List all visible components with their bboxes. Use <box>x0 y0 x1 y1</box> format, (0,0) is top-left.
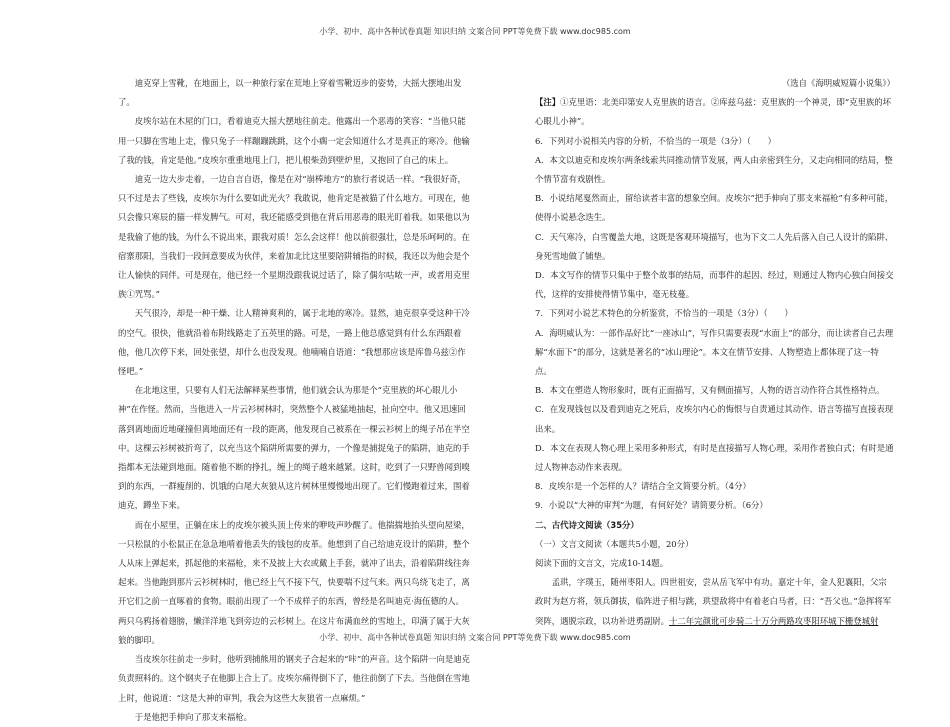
option: C．天气寒冷，白雪覆盖大地，这既是客观环境描写，也为下文二人先后落入自己人设计的陷阱、身死雪地做了铺垫。 <box>535 231 894 261</box>
classical-passage <box>535 573 895 631</box>
option: B．小说结尾戛然而止，留给读者丰富的想象空间。皮埃尔“把手伸向了那支来福枪”有多种可能，使得小说悬念迭生。 <box>535 193 894 223</box>
option: A．海明威认为：一部作品好比“一座冰山”，写作只需要表现“水面上”的部分，而让读者自己去理解“水面下”的部分，这就是著名的“冰山理论”。本文在情节安排、人物塑造上都体现了这一特点。 <box>535 327 894 377</box>
paragraph: 于是他把手伸向了那支来福枪。 <box>134 711 253 722</box>
option: D．本文在表现人物心理上采用多种形式，有时是直接描写人物心理，采用作者独白式；有时是通过人物神态动作来表现。 <box>535 442 894 473</box>
classical-text: 孟珙，字璞玉，随州枣阳人。四世祖安，尝从岳飞军中有功。嘉定十年，金人犯襄阳，父宗政时为赵方将，领兵御拔，临阵进子相与跳，珙望敌将中有着老白马者，曰：“吾父也。”急挥将军突阵，遇脱宗政，以功补进勇副尉。 <box>535 577 892 626</box>
option: B．本文在塑造人物形象时，既有正面描写，又有侧面描写，人物的语言动作符合其性格特点。 <box>535 385 885 396</box>
instruction: 阅读下面的文言文，完成10-14题。 <box>535 558 669 569</box>
section-heading: 二、古代诗文阅读（35分） <box>535 519 639 530</box>
option: A．本文以迪克和皮埃尔两条线索共同推动情节发展，两人由亲密到生分，又走向相同的结局，整个情节富有戏剧性。 <box>535 154 893 185</box>
note-text: ①克里语：北美印第安人克里族的语言。②库兹乌兹：克里族的一个神灵，即“克里族的坏心眼儿小神”。 <box>535 97 892 127</box>
footnote <box>535 93 895 131</box>
page-footer: 小学、初中、高中各种试卷真题 知识归纳 文案合同 PPT等免费下载 www.doc985.com <box>319 633 631 642</box>
right-column <box>535 74 895 631</box>
question-7: 7．下列对小说艺术特色的分析鉴赏，不恰当的一项是（3分）（ ） <box>535 308 793 319</box>
left-column <box>118 74 470 727</box>
paragraph: 当皮埃尔往前走一步时，他听到捕熊用的钢夹子合起来的“咔”的声音。这个陷阱一向是迪克负责照料的。这个钢夹子在他脚上合上了。皮埃尔痛得倒下了，他往前倒了下去。当他倒在雪地上时，他说道：“这是大神的审判，我会为这些大灰狼省一点麻烦。” <box>118 654 470 703</box>
question-6: 6．下列对小说相关内容的分析，不恰当的一项是（3分）（ ） <box>535 135 776 146</box>
paragraph: 在北地这里，只要有人们无法解释某些事情，他们就会认为那是个“克里族的坏心眼儿小神”在作怪。然而，当他进入一片云衫树林时，突然整个人被猛地抽起，扯向空中。他又迅速回落到离地面近地碰撞但离地面还有一段的距离，他发现自己被系在一棵云衫树上的绳子吊在半空中。这棵云衫树被折弯了，以充当这个陷阱所需要的弹力，一个像是捕捉兔子的陷阱，迪克的手指都本无法碰到地面。随着他不断的挣扎，缠上的绳子越来越紧。这时，吃到了一只野兽闻到嗅到的东西，一群瘦削的、饥饿的白尾大灰狼从这片树林里慢慢地出现了。它们慢跑着过来，围着迪克，蹲坐下来。 <box>118 385 470 511</box>
subsection-heading: （一）文言文阅读（本题共5小题，20分） <box>535 538 694 549</box>
paragraph: 迪克穿上雪靴，在地面上，以一种旅行家在荒地上穿着雪靴迈步的姿势，大摇大摆地出发了。 <box>118 78 462 108</box>
question-9: 9．小说以“大神的审判”为题，有何好处？请简要分析。（6分） <box>535 500 768 511</box>
paragraph: 而在小屋里，正躺在床上的皮埃尔被头顶上传来的咿吱声吵醒了。他揣揣地抬头望向屋梁，一只松鼠的小松鼠正在急急地啃着他丢失的钱包的皮革。他想到了自己给迪克设计的陷阱，整个人从床上弹起来，抓起他的来福枪，来不及披上大衣或戴上手套，就冲了出去，沿着陷阱线往奔起来。当他跑到那片云衫树林时，他已经上气不接下气，快要喘不过气来。两只鸟绕飞走了，离开它们之前一直啄着的食物。眼前出现了一个不成样子的东西，曾经是名叫迪克·海伍德的人。两只乌鸦扬着翅膀，懒洋洋地飞到旁边的云杉树上。在这片布满血丝的雪地上，印满了属于大灰狼的脚印。 <box>118 519 470 645</box>
underlined-text: 十二年完颜讹可步骑二十万分两路攻枣阳环城下栅登城射 <box>669 615 879 626</box>
option: C．在发现钱包以及看到迪克之死后，皮埃尔内心的悔恨与自责通过其动作、语言等描写直接表现出来。 <box>535 404 894 434</box>
paragraph: 天气很冷，却是一种干燥、让人精神爽利的，属于北地的寒冷。显然，迪克很享受这种干冷的空气。很快，他就沿着布附线路走了五英里的路。可是，一路上他总感觉到有什么东西跟着他，他几次停下来，回处张望，却什么也没发现。他喃喃自语道：“我想那应该是库鲁乌兹②作怪吧。” <box>118 308 470 377</box>
note-label: 【注】 <box>535 97 561 108</box>
option: D．本文写作的情节只集中于整个故事的结局，而事件的起因、经过，则通过人物内心独白间接交代，这样的安排使得情节集中，毫无枝蔓。 <box>535 270 894 300</box>
paragraph: 皮埃尔站在木屋的门口，看着迪克大摇大摆地往前走。他露出一个恶毒的笑容：“当他只能用一只脚在雪地上走，像只兔子一样蹦蹦跳跳，这个小瘸一定会知道什么才是真正的寒冷。他输了我的钱，肯定是他。”皮埃尔重重地甩上门，把儿根柴劲到壁炉里，又抱回了自己的床上。 <box>118 116 470 165</box>
paragraph: 迪克一边大步走着，一边自言自语，像是在对“崩棒地方”的旅行者说话一样。“我很好奇，只不过是去了些钱，皮埃尔为什么要如此光火？我敢说，他肯定是被猫了什么地方。可现在，他只会像只寒辰的猫一样发脾气。可对，我还能感受到他在背后用恶毒的眼光盯着我。如果他以为是我偷了他的钱，为什么不说出来，跟我对质！怎么会这样！他以前很强壮，总是乐呵呵的。在宿寨那阳，当我们一段间意要成为伙伴，来着加北比这里要陪阱辅指的时候，我还以为他会是个让人愉快的同伴。可是现在，他已经一个星期没跟我说过话了，除了偶尔咕哝一声，或者用克里族①咒骂。” <box>118 174 470 300</box>
source-citation: （选自《海明威短篇小说集》） <box>781 78 895 88</box>
page-header: 小学、初中、高中各种试卷真题 知识归纳 文案合同 PPT等免费下载 www.doc985.com <box>319 27 631 36</box>
question-8: 8．皮埃尔是一个怎样的人？请结合全文简要分析。（4分） <box>535 481 751 492</box>
